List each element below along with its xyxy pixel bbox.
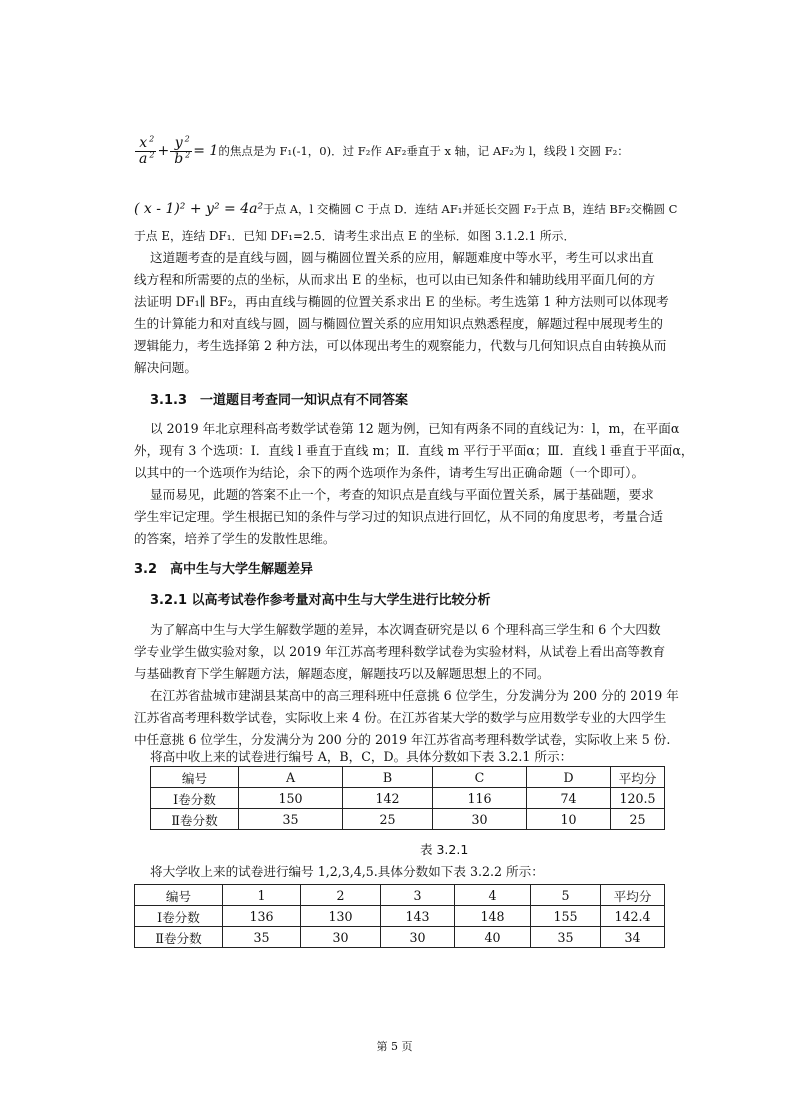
table-header-cell: 编号 xyxy=(135,885,223,906)
circle-formula-line xyxy=(134,198,678,220)
table-header-cell: B xyxy=(343,767,433,788)
table-header-cell: 5 xyxy=(531,885,601,906)
table-cell: 25 xyxy=(343,809,433,830)
table-cell: 30 xyxy=(301,927,381,948)
table-cell: 155 xyxy=(531,906,601,927)
table-cell: 40 xyxy=(455,927,531,948)
paragraph-line: 生的计算能力和对直线与圆，圆与椭圆位置关系的应用知识点熟悉程度，解题过程中展现考生的 xyxy=(134,316,663,331)
table-header-row xyxy=(151,767,665,788)
paragraph-line: 在江苏省盐城市建湖县某高中的高三理科班中任意挑 6 位学生，分发满分为 200 分的 2019 年 xyxy=(150,688,679,703)
paragraph-line: 的答案，培养了学生的发散性思维。 xyxy=(134,531,336,546)
fraction-y-over-b: $\frac{y ^2}{b ^2}$ xyxy=(170,136,192,167)
table-cell: 35 xyxy=(531,927,601,948)
table-row xyxy=(151,809,665,830)
table-header-cell: C xyxy=(433,767,527,788)
fraction-x-over-a: $\frac{x ^2}{a ^2}$ xyxy=(135,136,156,167)
subsection-heading: 3.2.1 以高考试卷作参考量对高中生与大学生进行比较分析 xyxy=(150,593,491,608)
paragraph-line: 显而易见，此题的答案不止一个，考查的知识点是直线与平面位置关系，属于基础题，要求 xyxy=(150,487,654,502)
equals-one: = 1 xyxy=(193,143,219,159)
table-intro: 将高中收上来的试卷进行编号 A，B，C，D。具体分数如下表 3.2.1 所示： xyxy=(150,749,573,764)
paragraph-line: 以 2019 年北京理科高考数学试卷第 12 题为例，已知有两条不同的直线记为：l，m，在平面α xyxy=(150,421,680,436)
paragraph-line: 法证明 DF₁∥ BF₂，再由直线与椭圆的位置关系求出 E 的坐标。考生选第 1 种方法则可以体现考 xyxy=(134,294,669,309)
table-cell: 10 xyxy=(527,809,611,830)
table-cell: 142.4 xyxy=(601,906,665,927)
page-number: 第 5 页 xyxy=(376,1040,413,1053)
score-table-university xyxy=(134,884,665,948)
paragraph-line: 江苏省高考理科数学试卷，实际收上来 4 份。在江苏省某大学的数学与应用数学专业的大四学生 xyxy=(134,710,667,725)
paragraph-line: 为了解高中生与大学生解数学题的差异，本次调查研究是以 6 个理科高三学生和 6 个大四数 xyxy=(150,622,661,637)
score-table-high-school xyxy=(150,766,665,830)
table-row xyxy=(151,788,665,809)
table-header-cell: 平均分 xyxy=(601,885,665,906)
table-cell: 142 xyxy=(343,788,433,809)
section-heading: 3.2 高中生与大学生解题差异 xyxy=(134,562,314,577)
table-cell: 120.5 xyxy=(611,788,665,809)
paragraph-line: 这道题考查的是直线与圆，圆与椭圆位置关系的应用，解题难度中等水平，考生可以求出直 xyxy=(150,250,654,265)
table-cell: Ⅰ卷分数 xyxy=(151,788,239,809)
paragraph-line: 学生牢记定理。学生根据已知的条件与学习过的知识点进行回忆，从不同的角度思考，考量合适 xyxy=(134,509,663,524)
paragraph-line: 与基础教育下学生解题方法，解题态度，解题技巧以及解题思想上的不同。 xyxy=(134,666,550,681)
table-cell: 148 xyxy=(455,906,531,927)
table-header-cell: 4 xyxy=(455,885,531,906)
paragraph-line: 学专业学生做实验对象，以 2019 年江苏高考理科数学试卷为实验材料，从试卷上看出高等教育 xyxy=(134,644,666,659)
paragraph-line: 线方程和所需要的点的坐标，从而求出 E 的坐标，也可以由已知条件和辅助线用平面几何的方 xyxy=(134,272,655,287)
paragraph-line: 中任意挑 6 位学生，分发满分为 200 分的 2019 年江苏省高考理科数学试卷，实际收上来 5 份. xyxy=(134,732,671,747)
circle-equation: ( x - 1)² + y² = 4a² xyxy=(134,201,264,217)
table-cell: Ⅱ卷分数 xyxy=(151,809,239,830)
table-cell: 74 xyxy=(527,788,611,809)
table-cell: 25 xyxy=(611,809,665,830)
table-header-cell: A xyxy=(239,767,343,788)
paragraph-line: 外，现有 3 个选项：Ⅰ．直线 l 垂直于直线 m；Ⅱ．直线 m 平行于平面α；Ⅲ．直线 l 垂直于平面α， xyxy=(134,443,694,458)
ellipse-formula-line: $\frac{x ^2}{a ^2}$ + $\frac{y ^2}{b ^2}$ = 1的焦点是为 F₁(-1，0)．过 F₂作 AF₂垂直于 x 轴，记 AF₂为 l，线段 l 交圆 F₂： xyxy=(134,133,664,169)
paragraph-line: 逻辑能力，考生选择第 2 种方法，可以体现出考生的观察能力，代数与几何知识点自由转换从而 xyxy=(134,338,667,353)
table-cell: 143 xyxy=(381,906,455,927)
circle-formula-text: 于点 A，l 交椭圆 C 于点 D．连结 AF₁并延长交圆 F₂于点 B，连结 BF₂交椭圆 C xyxy=(263,202,678,216)
table-cell: 150 xyxy=(239,788,343,809)
table-header-cell: 编号 xyxy=(151,767,239,788)
table-header-cell: 平均分 xyxy=(611,767,665,788)
table-intro: 将大学收上来的试卷进行编号 1,2,3,4,5.具体分数如下表 3.2.2 所示： xyxy=(150,864,544,879)
table-header-cell: D xyxy=(527,767,611,788)
table-cell: 35 xyxy=(223,927,301,948)
table-cell: Ⅱ卷分数 xyxy=(135,927,223,948)
table-row xyxy=(135,906,665,927)
table-header-cell: 1 xyxy=(223,885,301,906)
paragraph-line: 解决问题。 xyxy=(134,360,197,375)
table-header-cell: 2 xyxy=(301,885,381,906)
table-cell: 30 xyxy=(381,927,455,948)
table-cell: 30 xyxy=(433,809,527,830)
table-cell: 35 xyxy=(239,809,343,830)
table-cell: Ⅰ卷分数 xyxy=(135,906,223,927)
section-heading: 3.1.3 一道题目考查同一知识点有不同答案 xyxy=(150,393,409,408)
table-cell: 130 xyxy=(301,906,381,927)
table-caption: 表 3.2.1 xyxy=(420,842,469,857)
paragraph-line: 于点 E，连结 DF₁．已知 DF₁=2.5．请考生求出点 E 的坐标．如图 3.1.2.1 所示． xyxy=(134,229,576,243)
table-cell: 116 xyxy=(433,788,527,809)
paragraph-line: 以其中的一个选项作为结论，余下的两个选项作为条件，请考生写出正确命题（一个即可）。 xyxy=(134,465,645,480)
table-header-cell: 3 xyxy=(381,885,455,906)
table-cell: 34 xyxy=(601,927,665,948)
table-header-row xyxy=(135,885,665,906)
table-cell: 136 xyxy=(223,906,301,927)
ellipse-formula-text: 的焦点是为 F₁(-1，0)．过 F₂作 AF₂垂直于 x 轴，记 AF₂为 l，线段 l 交圆 F₂： xyxy=(218,144,629,158)
table-row xyxy=(135,927,665,948)
